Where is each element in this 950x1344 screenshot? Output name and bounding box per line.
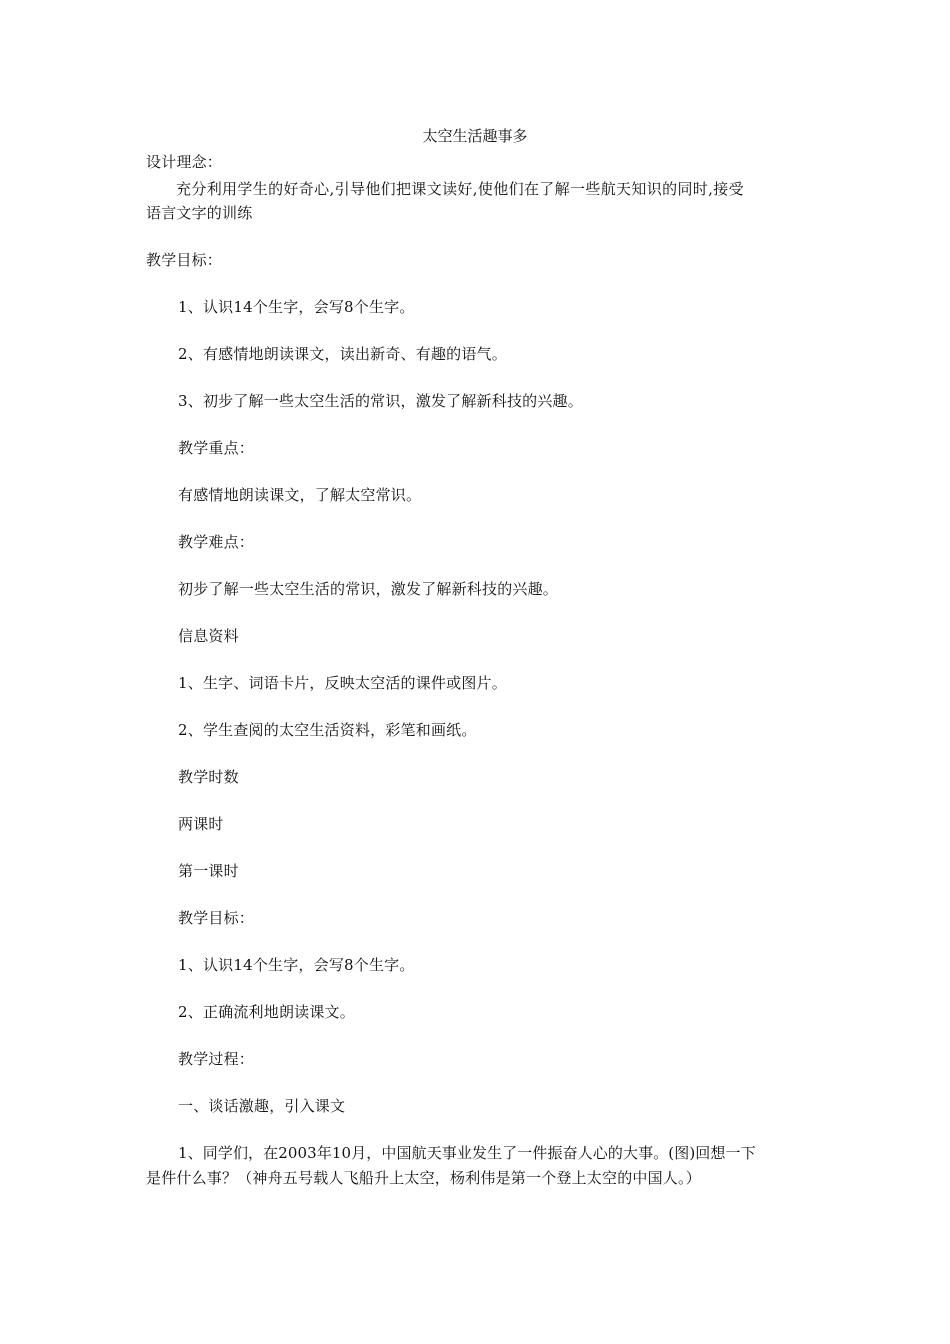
step1-heading: 一、谈话激趣，引入课文 bbox=[178, 1097, 346, 1115]
design-concept-heading: 设计理念： bbox=[146, 153, 223, 171]
goal-item: 3、初步了解一些太空生活的常识，激发了解新科技的兴趣。 bbox=[178, 392, 583, 410]
first-lesson-goal-item: 1、认识14个生字，会写8个生字。 bbox=[178, 956, 415, 974]
hours-heading: 教学时数 bbox=[178, 768, 239, 786]
step1-text-line2: 是件什么事？（神舟五号载人飞船升上太空，杨利伟是第一个登上太空的中国人。） bbox=[146, 1169, 701, 1187]
goals-heading: 教学目标： bbox=[146, 251, 223, 269]
first-lesson-goals-heading: 教学目标： bbox=[178, 909, 255, 927]
difficulty-text: 初步了解一些太空生活的常识，激发了解新科技的兴趣。 bbox=[178, 580, 559, 598]
key-point-heading: 教学重点： bbox=[178, 439, 255, 457]
step1-text-line1: 1、同学们，在2003年10月，中国航天事业发生了一件振奋人心的大事。(图)回想一下 bbox=[178, 1144, 756, 1162]
hours-text: 两课时 bbox=[178, 815, 224, 833]
first-lesson-goal-item: 2、正确流利地朗读课文。 bbox=[178, 1003, 355, 1021]
design-concept-text-line2: 语言文字的训练 bbox=[146, 204, 253, 222]
design-concept-text-line1: 充分利用学生的好奇心,引导他们把课文读好,使他们在了解一些航天知识的同时,接受 bbox=[176, 180, 744, 198]
document-title: 太空生活趣事多 bbox=[422, 127, 528, 145]
resource-item: 2、学生查阅的太空生活资料，彩笔和画纸。 bbox=[178, 721, 477, 739]
goal-item: 2、有感情地朗读课文，读出新奇、有趣的语气。 bbox=[178, 345, 507, 363]
difficulty-heading: 教学难点： bbox=[178, 533, 255, 551]
resources-heading: 信息资料 bbox=[178, 627, 239, 645]
goal-item: 1、认识14个生字，会写8个生字。 bbox=[178, 298, 415, 316]
process-heading: 教学过程： bbox=[178, 1050, 255, 1068]
key-point-text: 有感情地朗读课文，了解太空常识。 bbox=[178, 486, 422, 504]
first-lesson-heading: 第一课时 bbox=[178, 862, 239, 880]
resource-item: 1、生字、词语卡片，反映太空活的课件或图片。 bbox=[178, 674, 507, 692]
